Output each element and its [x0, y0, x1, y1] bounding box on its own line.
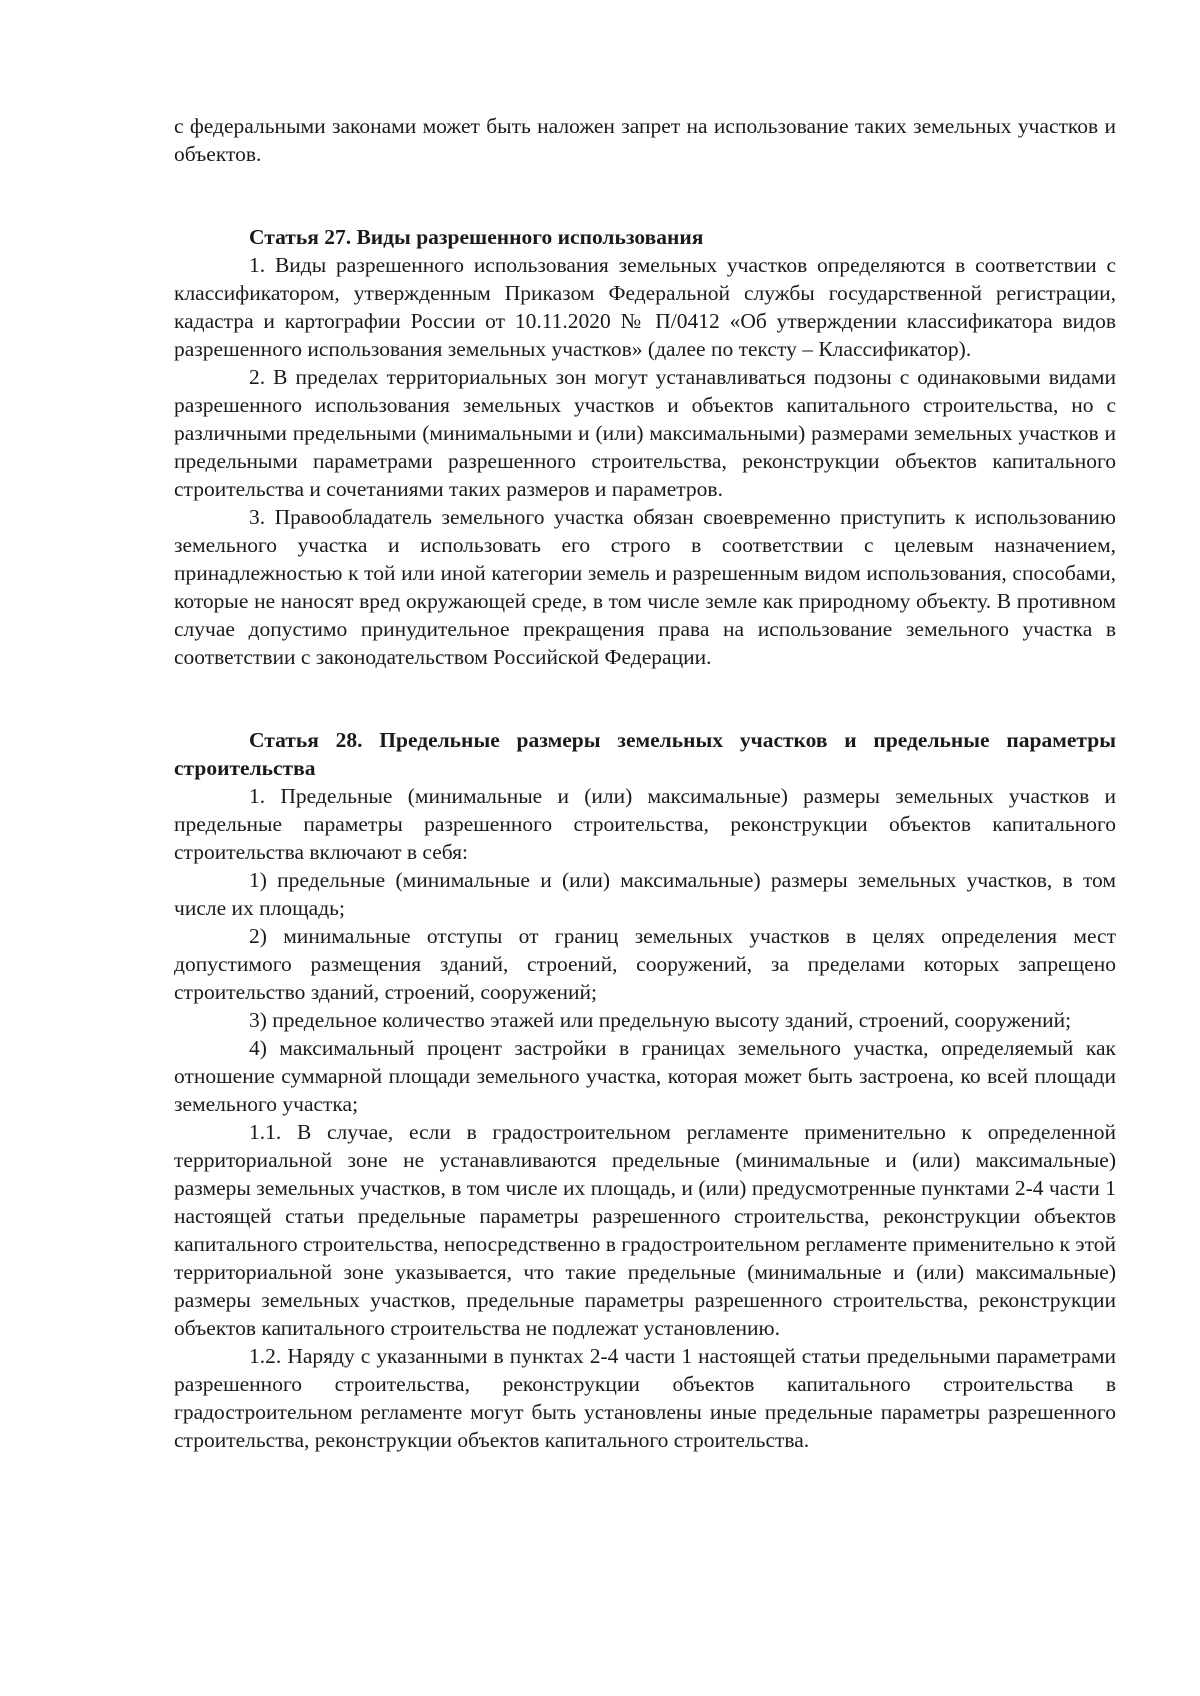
- article-28-paragraph-1: 1. Предельные (минимальные и (или) максимальные) размеры земельных участков и предельные параметры разрешенного строительства, реконструкции объектов капитального строительства включают в себя:: [174, 784, 1116, 864]
- article-27-title: Статья 27. Виды разрешенного использования: [249, 225, 704, 249]
- document-page: [174, 112, 1116, 1454]
- article-28-item-2: 2) минимальные отступы от границ земельных участков в целях определения мест допустимого размещения зданий, строений, сооружений, за пределами которых запрещено строительство зданий, строений, сооружений;: [174, 924, 1116, 1004]
- spacer: [174, 671, 1116, 699]
- article-28-title: Статья 28. Предельные размеры земельных участков и предельные параметры строительства: [174, 728, 1116, 780]
- article-28-paragraph-1-2: 1.2. Наряду с указанными в пунктах 2-4 части 1 настоящей статьи предельными параметрами разрешенного строительства, реконструкции объектов капитального строительства в градостроительном регламенте могут быть установлены иные предельные параметры разрешенного строительства, реконструкции объектов капитального строительства.: [174, 1344, 1116, 1452]
- article-27-paragraph-3: 3. Правообладатель земельного участка обязан своевременно приступить к использованию земельного участка и использовать его строго в соответствии с целевым назначением, принадлежностью к той или иной категории земель и разрешенным видом использования, способами, которые не наносят вред окружающей среде, в том числе земле как природному объекту. В противном случае допустимо принудительное прекращения права на использование земельного участка в соответствии с законодательством Российской Федерации.: [174, 505, 1116, 669]
- article-27-paragraph-2: 2. В пределах территориальных зон могут устанавливаться подзоны с одинаковыми видами разрешенного использования земельных участков и объектов капитального строительства, но с различными предельными (минимальными и (или) максимальными) размерами земельных участков и предельными параметрами разрешенного строительства, реконструкции объектов капитального строительства и сочетаниями таких размеров и параметров.: [174, 365, 1116, 501]
- article-28-paragraph-1-1: 1.1. В случае, если в градостроительном регламенте применительно к определенной территориальной зоне не устанавливаются предельные (минимальные и (или) максимальные) размеры земельных участков, в том числе их площадь, и (или) предусмотренные пунктами 2-4 части 1 настоящей статьи предельные параметры разрешенного строительства, реконструкции объектов капитального строительства, непосредственно в градостроительном регламенте применительно к этой территориальной зоне указывается, что такие предельные (минимальные и (или) максимальные) размеры земельных участков, предельные параметры разрешенного строительства, реконструкции объектов капитального строительства не подлежат установлению.: [174, 1120, 1116, 1340]
- article-28-item-1: 1) предельные (минимальные и (или) максимальные) размеры земельных участков, в том числе их площадь;: [174, 868, 1116, 920]
- article-28-item-4: 4) максимальный процент застройки в границах земельного участка, определяемый как отношение суммарной площади земельного участка, которая может быть застроена, ко всей площади земельного участка;: [174, 1036, 1116, 1116]
- intro-paragraph: с федеральными законами может быть наложен запрет на использование таких земельных участков и объектов.: [174, 114, 1116, 166]
- article-27-paragraph-1: 1. Виды разрешенного использования земельных участков определяются в соответствии с классификатором, утвержденным Приказом Федеральной службы государственной регистрации, кадастра и картографии России от 10.11.2020 № П/0412 «Об утверждении классификатора видов разрешенного использования земельных участков» (далее по тексту – Классификатор).: [174, 253, 1116, 361]
- article-28-item-3: 3) предельное количество этажей или предельную высоту зданий, строений, сооружений;: [249, 1008, 1072, 1032]
- spacer: [174, 168, 1116, 196]
